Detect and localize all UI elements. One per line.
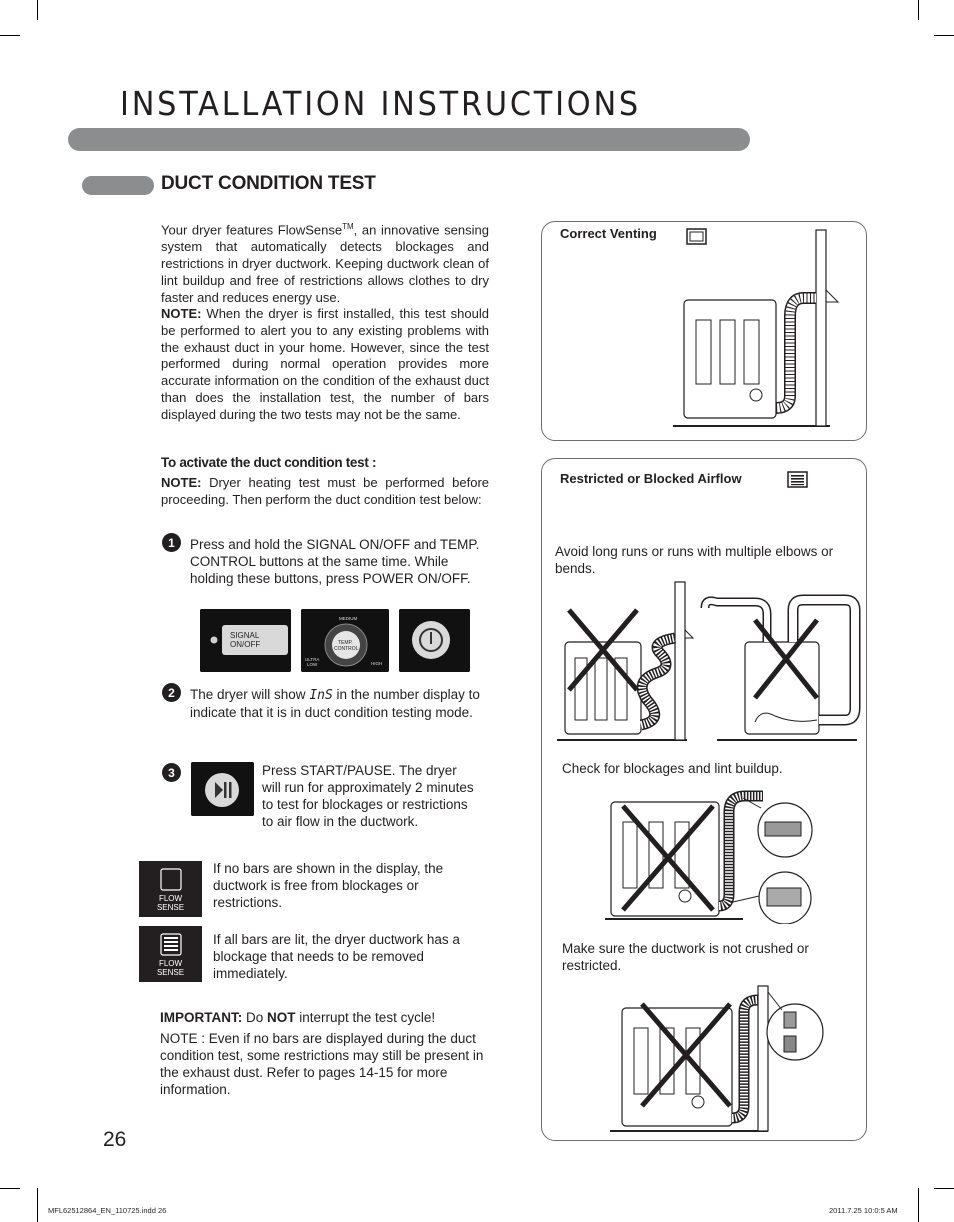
step-number: 3: [162, 763, 181, 782]
step-1-text: Press and hold the SIGNAL ON/OFF and TEMP. CONTROL buttons at the same time. While holding these buttons, press POWER ON/OFF.: [190, 537, 480, 586]
page-title: INSTALLATION INSTRUCTIONS: [120, 84, 641, 123]
note-text: Dryer heating test must be performed before proceeding. Then perform the duct condition test below:: [161, 475, 489, 507]
section-title: DUCT CONDITION TEST: [161, 173, 376, 194]
signal-label: SIGNAL: [230, 631, 260, 640]
dial-label: ULTRA: [305, 657, 320, 662]
correct-venting-illustration: [672, 228, 842, 430]
activate-note: [161, 475, 489, 509]
final-note: NOTE : Even if no bars are displayed during the duct condition test, some restrictions may still be present in the exhaust dust. Refer to pages 14-15 for more information.: [160, 1031, 484, 1097]
crop-mark: [934, 1188, 954, 1189]
intro-text-cont: , an innovative sensing system that automatically detects blockages and restrictions in dryer ductwork. Keeping ductwork clean of lint buildup and free of restrictions allows clothes to dry faster and reduces energy use.: [161, 222, 489, 305]
crop-mark: [918, 0, 919, 20]
crushed-ductwork-illustration: [608, 976, 828, 1136]
important-not: NOT: [267, 1010, 296, 1025]
important-label: IMPORTANT:: [160, 1010, 243, 1025]
important-text: Do: [242, 1010, 268, 1025]
long-runs-caption: Avoid long runs or runs with multiple elbows or bends.: [555, 544, 834, 576]
dial-label: HIGH: [371, 661, 383, 666]
temp-control-dial-photo: [301, 609, 389, 672]
no-bars-text: If no bars are shown in the display, the ductwork is free from blockages or restrictions.: [213, 861, 444, 910]
crop-mark: [37, 1188, 38, 1222]
signal-button-photo: [200, 609, 291, 672]
flowsense-empty-display: [139, 861, 202, 917]
power-button-photo: [399, 609, 470, 672]
blockages-illustration: [603, 784, 818, 924]
full-display-icon: [787, 471, 809, 489]
trademark: TM: [342, 222, 354, 231]
note-text: When the dryer is first installed, this test should be performed to alert you to any existing problems with the exhaust duct in your home. However, since the test performed during normal operation provides more accurate information on the condition of the exhaust duct than does the installation test, the number of bars displayed during the two tests may not be the same.: [161, 306, 489, 422]
footer-date: 2011.7.25 10:0:5 AM: [829, 1206, 898, 1215]
step-number: 2: [162, 683, 181, 702]
step-2-text-after: in the number display to indicate that it is in duct condition testing mode.: [190, 687, 480, 720]
dial-label: CONTROL: [334, 646, 359, 652]
section-marker: [82, 176, 154, 195]
start-pause-button-photo: [191, 762, 254, 816]
step-2-text: [190, 686, 490, 721]
flowsense-label: SENSE: [156, 967, 185, 977]
crop-mark: [37, 0, 38, 20]
header-bar: [68, 128, 750, 151]
important-note: [160, 1009, 490, 1026]
blockages-caption: Check for blockages and lint buildup.: [562, 761, 783, 776]
dial-label: TEMP.: [338, 640, 353, 646]
flowsense-label: FLOW: [158, 959, 183, 968]
long-runs-illustration: [555, 580, 865, 745]
note-label: NOTE:: [161, 306, 202, 321]
crushed-caption: Make sure the ductwork is not crushed or restricted.: [562, 941, 809, 973]
activate-heading: To activate the duct condition test :: [161, 455, 377, 470]
restricted-airflow-title: Restricted or Blocked Airflow: [560, 471, 742, 486]
display-code: InS: [309, 688, 333, 703]
signal-label: ON/OFF: [230, 640, 261, 649]
crop-mark: [934, 35, 954, 36]
step-2-text-before: The dryer will show: [190, 687, 306, 702]
flowsense-full-display: [139, 926, 202, 982]
important-text: interrupt the test cycle!: [295, 1010, 436, 1025]
intro-paragraph: [161, 219, 489, 306]
dial-label: MEDIUM: [339, 616, 358, 621]
step-3-text: Press START/PAUSE. The dryer will run for approximately 2 minutes to test for blockages or restrictions to air flow in the ductwork.: [262, 763, 474, 829]
flowsense-label: SENSE: [156, 902, 185, 912]
all-bars-text: If all bars are lit, the dryer ductwork has a blockage that needs to be removed immediately.: [213, 932, 460, 981]
intro-text: Your dryer features FlowSense: [161, 222, 343, 238]
step-number: 1: [162, 533, 181, 552]
correct-venting-title: Correct Venting: [560, 226, 657, 241]
crop-mark: [0, 1188, 20, 1189]
intro-note: [161, 306, 489, 424]
dial-label: LOW: [307, 662, 318, 667]
footer-file: MFL62512864_EN_110725.indd 26: [48, 1206, 167, 1215]
note-label: NOTE:: [161, 475, 202, 490]
flowsense-label: FLOW: [158, 894, 183, 903]
crop-mark: [0, 35, 20, 36]
crop-mark: [918, 1188, 919, 1222]
page-number: 26: [103, 1128, 127, 1151]
